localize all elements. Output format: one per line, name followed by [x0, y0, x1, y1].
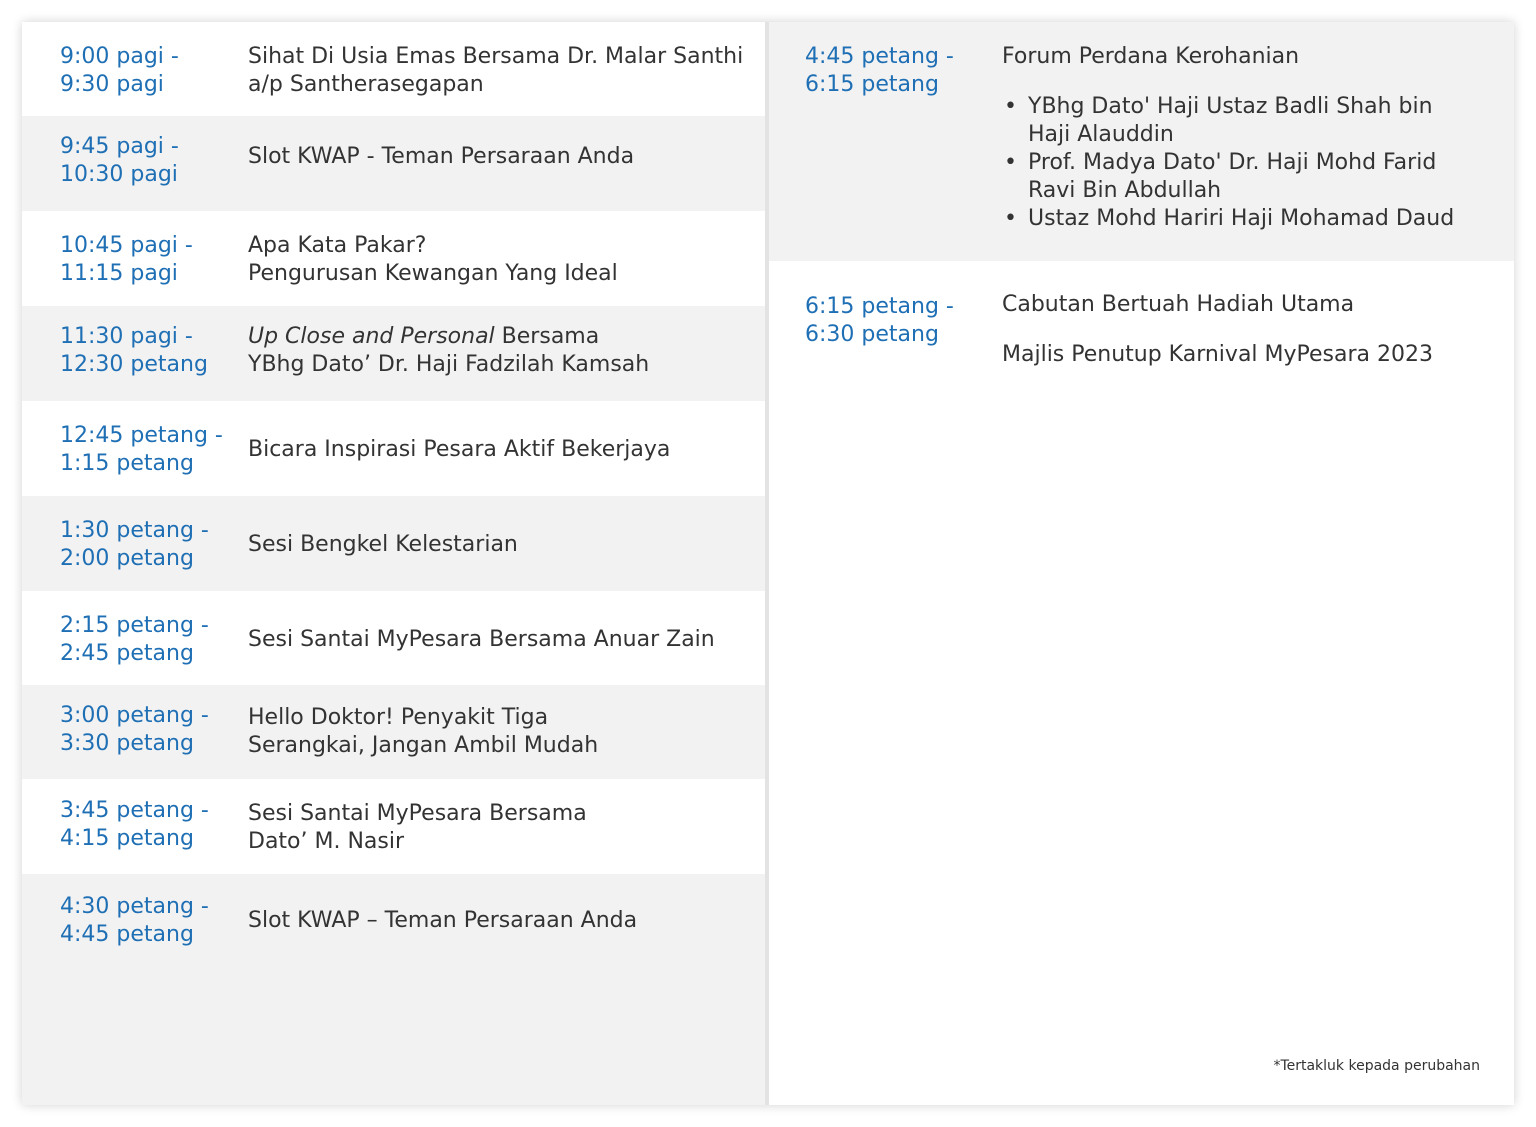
speaker-list	[1002, 93, 1494, 233]
speaker-name: Prof. Madya Dato' Dr. Haji Mohd Farid Ravi Bin Abdullah	[1028, 150, 1437, 203]
session-title-line: Sesi Santai MyPesara Bersama	[248, 801, 587, 826]
session-title-line: Apa Kata Pakar?	[248, 233, 427, 258]
schedule-row	[22, 306, 765, 401]
schedule-row-forum	[769, 22, 1514, 261]
session-time: 6:15 petang - 6:30 petang	[805, 294, 954, 347]
session-title-line: Bicara Inspirasi Pesara Aktif Bekerjaya	[248, 437, 671, 462]
schedule-row	[22, 22, 765, 116]
session-time: 3:00 petang - 3:30 petang	[60, 703, 209, 756]
speaker-name: YBhg Dato' Haji Ustaz Badli Shah bin Haji Alauddin	[1028, 94, 1433, 147]
schedule-row-closing	[769, 261, 1514, 1105]
session-title	[248, 143, 751, 171]
session-title-line	[248, 323, 751, 351]
session-title	[248, 907, 751, 935]
bullet-icon: •	[1004, 94, 1017, 119]
schedule-card	[22, 22, 1514, 1105]
session-title-line: Dato’ M. Nasir	[248, 829, 405, 854]
schedule-row	[22, 874, 765, 1105]
session-title	[248, 436, 751, 464]
session-title-rest: Bersama	[494, 324, 600, 349]
session-title-line: YBhg Dato’ Dr. Haji Fadzilah Kamsah	[248, 352, 650, 377]
session-title-line: Slot KWAP – Teman Persaraan Anda	[248, 908, 638, 933]
session-title	[248, 232, 751, 288]
session-title-line: Sihat Di Usia Emas Bersama Dr. Malar Santhi	[248, 44, 744, 69]
session-time: 4:45 petang - 6:15 petang	[805, 44, 954, 97]
session-title-line: Slot KWAP - Teman Persaraan Anda	[248, 144, 635, 169]
session-time: 1:30 petang - 2:00 petang	[60, 518, 209, 571]
session-time: 10:45 pagi - 11:15 pagi	[60, 233, 193, 286]
closing-line: Majlis Penutup Karnival MyPesara 2023	[1002, 342, 1433, 367]
speaker-item	[1002, 205, 1494, 233]
schedule-row	[22, 211, 765, 306]
session-title	[248, 323, 751, 379]
session-time: 4:30 petang - 4:45 petang	[60, 894, 209, 947]
speaker-item	[1002, 93, 1494, 149]
schedule-row	[22, 591, 765, 685]
session-title-line: Pengurusan Kewangan Yang Ideal	[248, 261, 618, 286]
session-title	[248, 531, 751, 559]
session-title-line: Serangkai, Jangan Ambil Mudah	[248, 733, 599, 758]
forum-title: Forum Perdana Kerohanian	[1002, 44, 1300, 69]
schedule-row	[22, 496, 765, 591]
bullet-icon: •	[1004, 150, 1017, 175]
session-title-line: Sesi Santai MyPesara Bersama Anuar Zain	[248, 627, 715, 652]
schedule-row	[22, 116, 765, 211]
session-title-italic: Up Close and Personal	[248, 324, 495, 349]
speaker-name: Ustaz Mohd Hariri Haji Mohamad Daud	[1028, 206, 1455, 231]
session-title-line: Sesi Bengkel Kelestarian	[248, 532, 518, 557]
session-title	[248, 626, 751, 654]
session-title-line: Hello Doktor! Penyakit Tiga	[248, 705, 549, 730]
closing-line: Cabutan Bertuah Hadiah Utama	[1002, 292, 1355, 317]
schedule-left-column	[22, 22, 765, 1105]
session-time: 2:15 petang - 2:45 petang	[60, 613, 209, 666]
session-time: 11:30 pagi - 12:30 petang	[60, 324, 208, 377]
bullet-icon: •	[1004, 206, 1017, 231]
schedule-right-column	[769, 22, 1514, 1105]
session-title	[248, 43, 751, 99]
schedule-row	[22, 779, 765, 874]
schedule-row	[22, 401, 765, 496]
session-title-line: a/p Santherasegapan	[248, 72, 484, 97]
session-title	[1002, 43, 1494, 233]
speaker-item	[1002, 149, 1494, 205]
session-title	[248, 800, 751, 856]
footnote: *Tertakluk kepada perubahan	[1273, 1058, 1480, 1074]
session-time: 12:45 petang - 1:15 petang	[60, 423, 223, 476]
session-title	[248, 704, 751, 760]
session-time: 3:45 petang - 4:15 petang	[60, 798, 209, 851]
session-time: 9:00 pagi - 9:30 pagi	[60, 44, 179, 97]
session-time: 9:45 pagi - 10:30 pagi	[60, 134, 179, 187]
session-title	[1002, 291, 1494, 369]
schedule-row	[22, 685, 765, 779]
